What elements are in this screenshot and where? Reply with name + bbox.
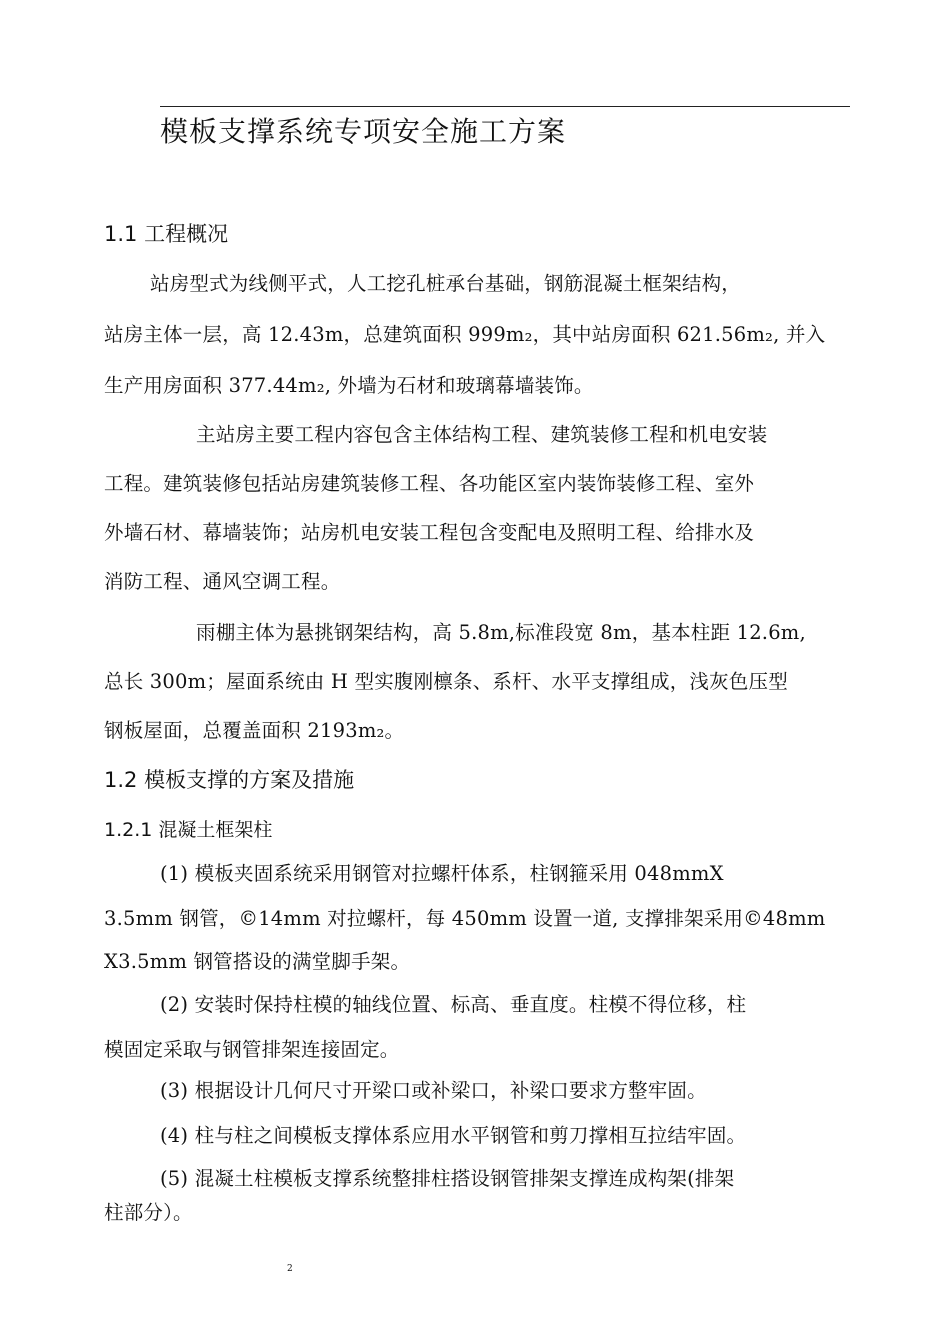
document-title: 模板支撑系统专项安全施工方案 (160, 115, 567, 148)
list-item: (4) 柱与柱之间模板支撑体系应用水平钢管和剪刀撑相互拉结牢固。 (160, 1124, 747, 1147)
section-heading-1-2-1: 1.2.1 混凝土框架柱 (104, 819, 273, 841)
section-heading-1-1: 1.1 工程概况 (104, 222, 229, 246)
paragraph-line: 站房主体一层，高 12.43m，总建筑面积 999m₂，其中站房面积 621.56m₂, 并入 (104, 323, 826, 346)
list-item-continuation: 模固定采取与钢管排架连接固定。 (104, 1038, 400, 1061)
list-item-continuation: X3.5mm 钢管搭设的满堂脚手架。 (104, 950, 411, 973)
paragraph-line: 站房型式为线侧平式，人工挖孔桩承台基础，钢筋混凝土框架结构， (150, 272, 742, 295)
paragraph-line: 总长 300m；屋面系统由 H 型实腹刚檩条、系杆、水平支撑组成，浅灰色压型 (104, 670, 788, 693)
list-item: (1) 模板夹固系统采用钢管对拉螺杆体系，柱钢箍采用 048mmX (160, 862, 724, 885)
paragraph-line: 工程。建筑装修包括站房建筑装修工程、各功能区室内装饰装修工程、室外 (104, 472, 755, 495)
section-heading-1-2: 1.2 模板支撑的方案及措施 (104, 768, 355, 792)
list-item: (3) 根据设计几何尺寸开梁口或补梁口，补梁口要求方整牢固。 (160, 1079, 707, 1102)
list-item-continuation: 柱部分）。 (104, 1201, 193, 1224)
paragraph-line: 主站房主要工程内容包含主体结构工程、建筑装修工程和机电安装 (196, 423, 768, 446)
paragraph-line: 钢板屋面，总覆盖面积 2193m₂。 (104, 719, 405, 742)
list-item-continuation: 3.5mm 钢管，©14mm 对拉螺杆，每 450mm 设置一道, 支撑排架采用©48mm (104, 907, 826, 930)
list-item: (2) 安装时保持柱模的轴线位置、标高、垂直度。柱模不得位移，柱 (160, 993, 747, 1016)
paragraph-line: 生产用房面积 377.44m₂, 外墙为石材和玻璃幕墙装饰。 (104, 374, 594, 397)
page-number: 2 (287, 1264, 293, 1274)
header-rule (160, 106, 850, 107)
paragraph-line: 雨棚主体为悬挑钢架结构，高 5.8m,标准段宽 8m，基本柱距 12.6m, (196, 621, 806, 644)
paragraph-line: 外墙石材、幕墙装饰；站房机电安装工程包含变配电及照明工程、给排水及 (104, 521, 755, 544)
paragraph-line: 消防工程、通风空调工程。 (104, 570, 341, 593)
list-item: (5) 混凝土柱模板支撑系统整排柱搭设钢管排架支撑连成构架(排架 (160, 1167, 735, 1190)
